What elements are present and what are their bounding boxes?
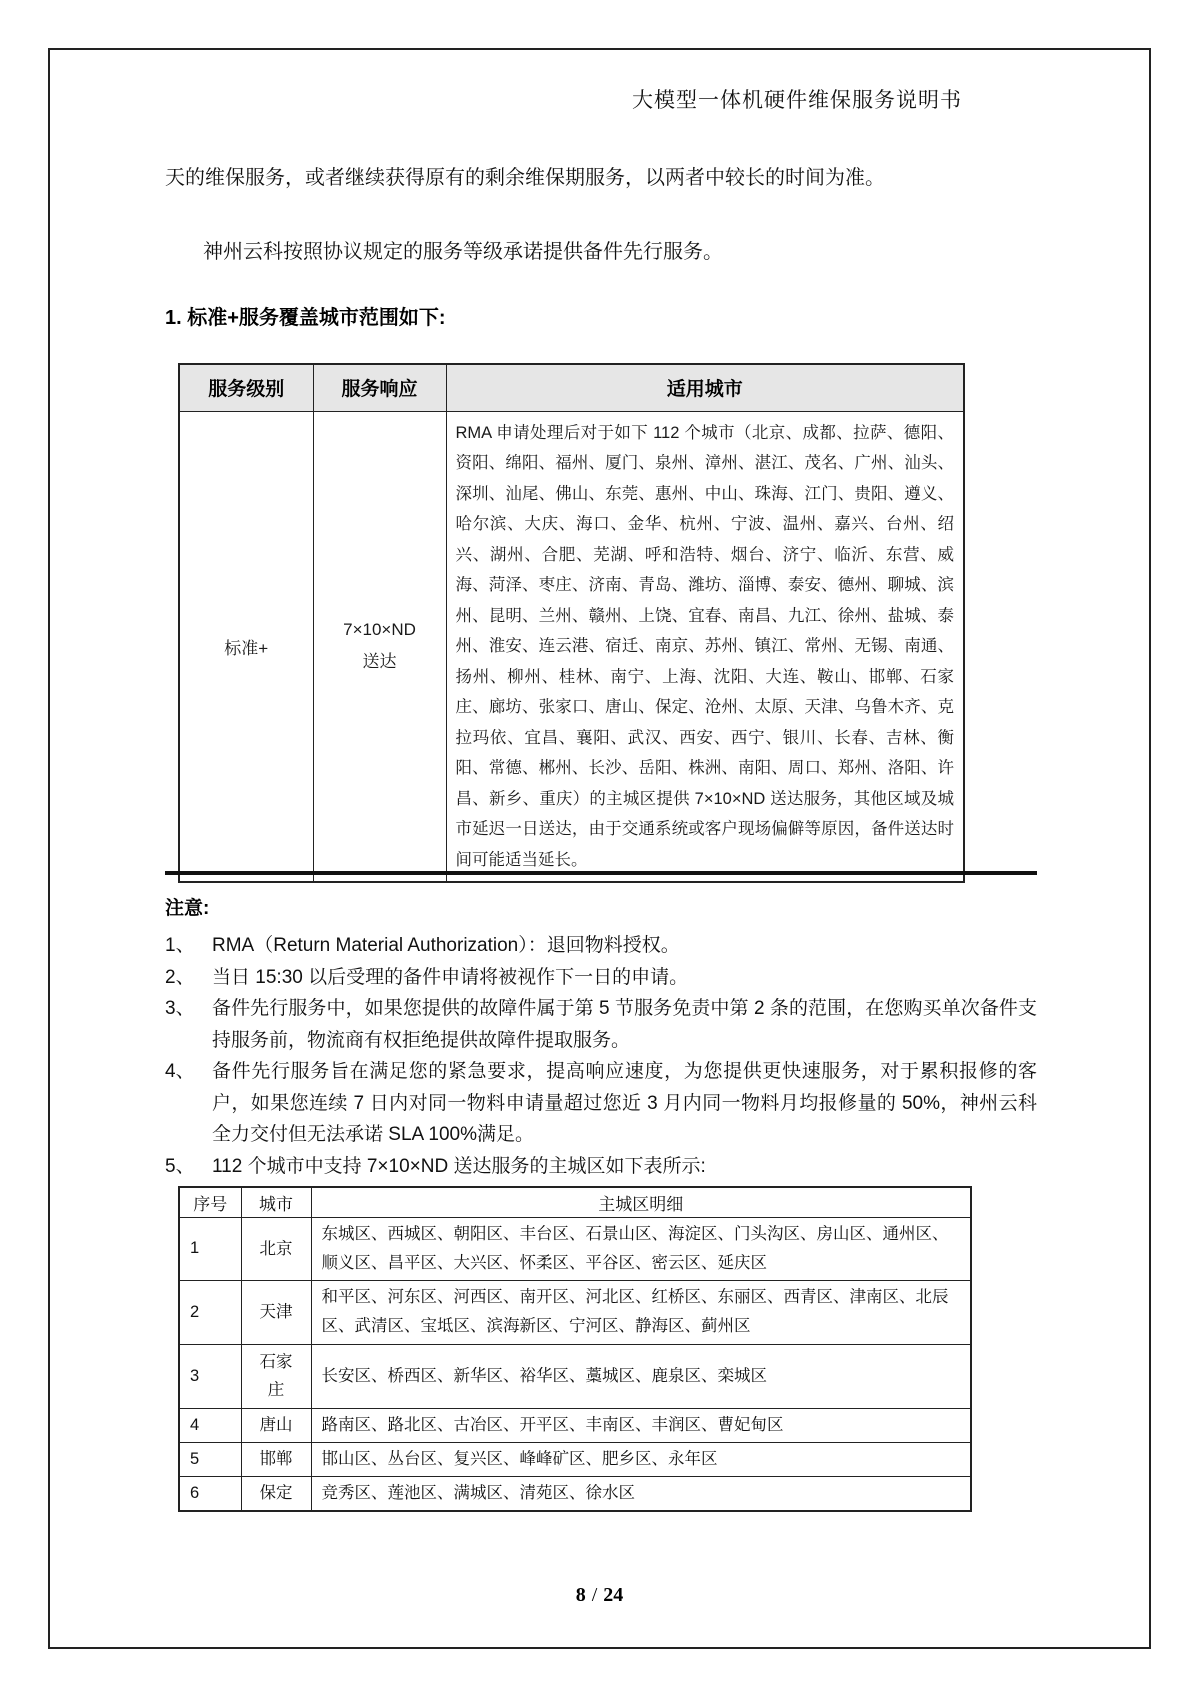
note-item (165, 930, 1037, 962)
note-number: 5、 (165, 1155, 195, 1177)
page-number-footer (48, 1584, 1151, 1607)
row-districts: 邯山区、丛台区、复兴区、峰峰矿区、肥乡区、永年区 (311, 1442, 971, 1476)
row-districts: 东城区、西城区、朝阳区、丰台区、石景山区、海淀区、门头沟区、房山区、通州区、顺义区、昌平区、大兴区、怀柔区、平谷区、密云区、延庆区 (311, 1217, 971, 1280)
response-time-line: 7×10×ND (343, 620, 416, 640)
row-index: 3 (179, 1344, 241, 1408)
note-item (165, 1056, 1037, 1151)
row-index: 5 (179, 1442, 241, 1476)
note-item (165, 993, 1037, 1056)
applicable-cities-header: 适用城市 (446, 364, 964, 411)
note-text: 备件先行服务中，如果您提供的故障件属于第 5 节服务免责中第 2 条的范围，在您购买单次备件支持服务前，物流商有权拒绝提供故障件提取服务。 (212, 998, 1037, 1051)
section-heading-coverage: 1. 标准+服务覆盖城市范围如下: (165, 307, 446, 329)
row-districts: 竞秀区、莲池区、满城区、清苑区、徐水区 (311, 1476, 971, 1511)
note-item (165, 962, 1037, 994)
service-response-header: 服务响应 (313, 364, 446, 411)
table-row-handan (179, 1442, 971, 1476)
note-item (165, 1151, 1037, 1183)
paragraph-spare-parts-commitment: 神州云科按照协议规定的服务等级承诺提供备件先行服务。 (203, 241, 723, 263)
paragraph-warranty-continuation: 天的维保服务，或者继续获得原有的剩余维保期服务，以两者中较长的时间为准。 (165, 167, 885, 189)
notes-heading: 注意: (165, 898, 210, 919)
table-row-shijiazhuang (179, 1344, 971, 1408)
applicable-cities-cell: RMA 申请处理后对于如下 112 个城市（北京、成都、拉萨、德阳、资阳、绵阳、福州、厦门、泉州、漳州、湛江、茂名、广州、汕头、深圳、汕尾、佛山、东莞、惠州、中山、珠海、江门、贵阳、遵义、哈尔滨、大庆、海口、金华、杭州、宁波、温州、嘉兴、台州、绍兴、湖州、合肥、芜湖、呼和浩特、烟台、济宁、临沂、东营、威海、菏泽、枣庄、济南、青岛、潍坊、淄博、泰安、德州、聊城、滨州、昆明、兰州、赣州、上饶、宜春、南昌、九江、徐州、盐城、泰州、淮安、连云港、宿迁、南京、苏州、镇江、常州、无锡、南通、扬州、柳州、桂林、南宁、上海、沈阳、大连、鞍山、邯郸、石家庄、廊坊、张家口、唐山、保定、沧州、太原、天津、乌鲁木齐、克拉玛依、宜昌、襄阳、武汉、西安、西宁、银川、长春、吉林、衡阳、常德、郴州、长沙、岳阳、株洲、南阳、周口、郑州、洛阳、许昌、新乡、重庆）的主城区提供 7×10×ND 送达服务，其他区域及城市延迟一日送达，由于交通系统或客户现场偏僻等原因，备件送达时间可能适当延长。 (446, 411, 964, 882)
note-text: 112 个城市中支持 7×10×ND 送达服务的主城区如下表所示: (212, 1155, 706, 1177)
note-text: 当日 15:30 以后受理的备件申请将被视作下一日的申请。 (212, 966, 689, 988)
row-index: 1 (179, 1217, 241, 1280)
row-city: 保定 (241, 1476, 311, 1511)
total-page-number: 24 (603, 1584, 624, 1606)
row-index: 6 (179, 1476, 241, 1511)
row-city: 天津 (241, 1280, 311, 1344)
table-row-baoding (179, 1476, 971, 1511)
document-header-title: 大模型一体机硬件维保服务说明书 (632, 88, 962, 112)
service-table-row (179, 411, 964, 882)
note-text: RMA（Return Material Authorization）：退回物料授权。 (212, 935, 680, 956)
service-table-header-row (179, 364, 964, 411)
note-text: 备件先行服务旨在满足您的紧急要求，提高响应速度，为您提供更快速服务，对于累积报修的客户，如果您连续 7 日内对同一物料申请量超过您近 3 月内同一物料月均报修量的 50%，神州云科全力交付但无法承诺 SLA 100%满足。 (212, 1061, 1037, 1145)
district-table-header-row (179, 1187, 971, 1217)
row-districts: 和平区、河东区、河西区、南开区、河北区、红桥区、东丽区、西青区、津南区、北辰区、武清区、宝坻区、滨海新区、宁河区、静海区、蓟州区 (311, 1280, 971, 1344)
row-index: 2 (179, 1280, 241, 1344)
row-city: 北京 (241, 1217, 311, 1280)
current-page-number: 8 (575, 1584, 586, 1606)
note-number: 2、 (165, 966, 195, 988)
table-row-beijing (179, 1217, 971, 1280)
response-delivery-line: 送达 (362, 652, 397, 672)
service-level-cell: 标准+ (179, 411, 313, 882)
index-header: 序号 (179, 1187, 241, 1217)
note-number: 1、 (165, 935, 195, 956)
row-index: 4 (179, 1408, 241, 1442)
service-coverage-table (178, 363, 965, 883)
section-divider-rule (165, 871, 1037, 875)
table-row-tianjin (179, 1280, 971, 1344)
page-number-separator: / (591, 1584, 598, 1606)
notes-list (165, 930, 1037, 1182)
row-city: 石家庄 (241, 1344, 311, 1408)
districts-header: 主城区明细 (311, 1187, 971, 1217)
note-number: 4、 (165, 1061, 195, 1082)
table-row-tangshan (179, 1408, 971, 1442)
note-number: 3、 (165, 998, 195, 1019)
district-detail-table (178, 1186, 972, 1512)
row-city: 唐山 (241, 1408, 311, 1442)
row-districts: 路南区、路北区、古冶区、开平区、丰南区、丰润区、曹妃甸区 (311, 1408, 971, 1442)
service-response-cell (313, 411, 446, 882)
row-city: 邯郸 (241, 1442, 311, 1476)
row-districts: 长安区、桥西区、新华区、裕华区、藁城区、鹿泉区、栾城区 (311, 1344, 971, 1408)
city-header: 城市 (241, 1187, 311, 1217)
service-level-header: 服务级别 (179, 364, 313, 411)
